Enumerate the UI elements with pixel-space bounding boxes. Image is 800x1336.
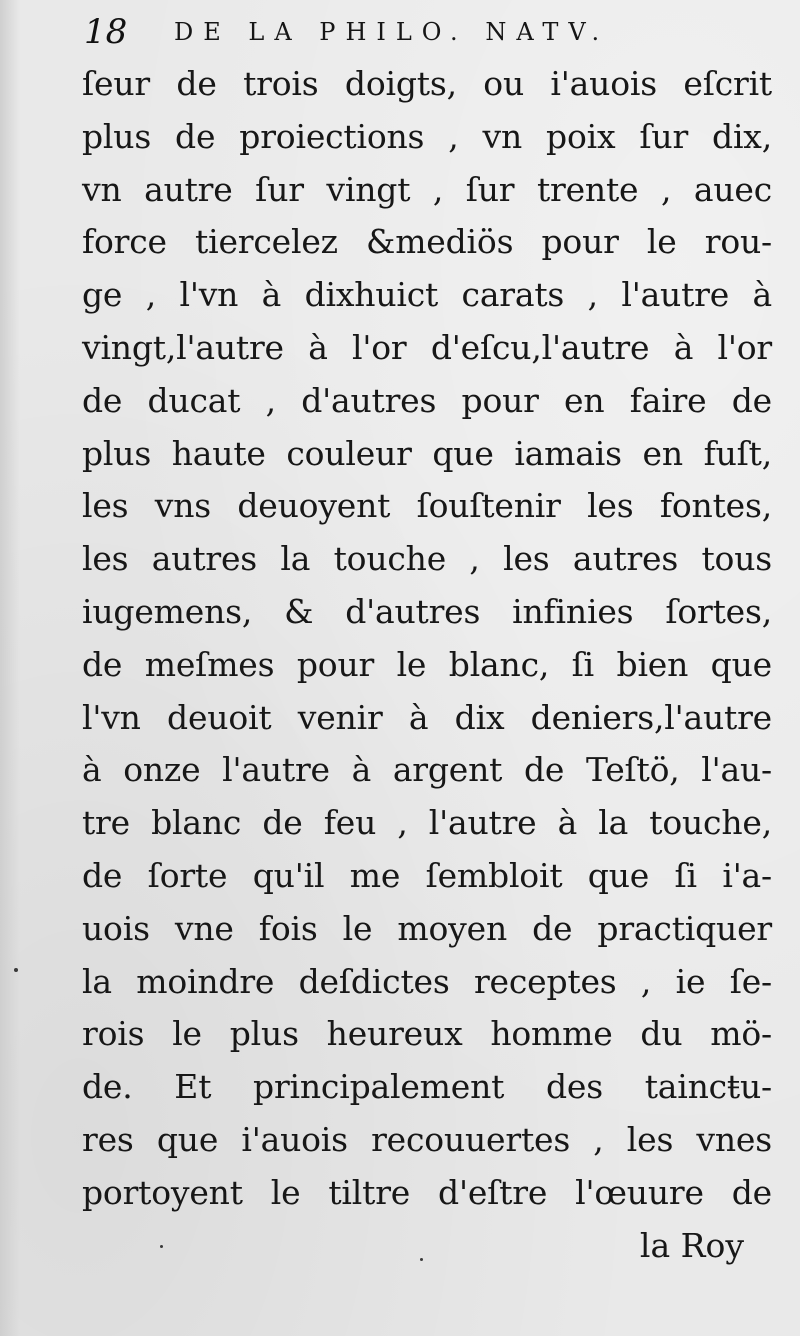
text-line: ge , l'vn à dixhuict carats , l'autre à xyxy=(82,275,772,315)
text-line: plus de proiections , vn poix ſur dix, xyxy=(82,116,772,156)
text-line: de. Et principalement des taincŧu- xyxy=(82,1067,772,1107)
text-line: tre blanc de feu , l'autre à la touche, xyxy=(82,803,772,843)
ink-speck xyxy=(160,1245,163,1248)
text-line: rois le plus heureux homme du mö- xyxy=(82,1014,772,1054)
text-line: vn autre ſur vingt , ſur trente , auec xyxy=(82,169,772,209)
ink-speck xyxy=(14,968,18,972)
text-line: iugemens, & d'autres infinies ſortes, xyxy=(82,591,772,631)
page-number: 18 xyxy=(84,12,128,52)
text-line: uois vne fois le moyen de practiquer xyxy=(82,908,772,948)
body-text xyxy=(82,58,772,1272)
text-line: de meſmes pour le blanc, ſi bien que xyxy=(82,644,772,684)
text-line: plus haute couleur que iamais en fuſt, xyxy=(82,433,772,473)
text-line: de ducat , d'autres pour en faire de xyxy=(82,380,772,420)
page-gutter-shadow xyxy=(0,0,20,1336)
text-line: à onze l'autre à argent de Teſtö, l'au- xyxy=(82,750,772,790)
text-line: les vns deuoyent ſouſtenir les fontes, xyxy=(82,486,772,526)
text-line: vingt,l'autre à l'or d'eſcu,l'autre à l'or xyxy=(82,327,772,367)
text-line: l'vn deuoit venir à dix deniers,l'autre xyxy=(82,697,772,737)
text-line: ſeur de trois doigts, ou i'auois eſcrit xyxy=(82,64,772,103)
catchword-row xyxy=(82,1220,772,1273)
text-line: force tiercelez &mediös pour le rou- xyxy=(82,222,772,262)
page-header xyxy=(84,10,784,58)
text-line: res que i'auois recouuertes , les vnes xyxy=(82,1119,772,1159)
text-line: de ſorte qu'il me ſembloit que ſi i'a- xyxy=(82,855,772,895)
ink-speck xyxy=(420,1258,423,1261)
text-line: les autres la touche , les autres tous xyxy=(82,539,772,579)
running-head: DE LA PHILO. NATV. xyxy=(174,18,610,46)
text-line: la moindre deſdictes receptes , ie ſe- xyxy=(82,961,772,1001)
text-line: portoyent le tiltre d'eſtre l'œuure de xyxy=(82,1172,772,1212)
catchword: la Roy xyxy=(639,1225,744,1265)
